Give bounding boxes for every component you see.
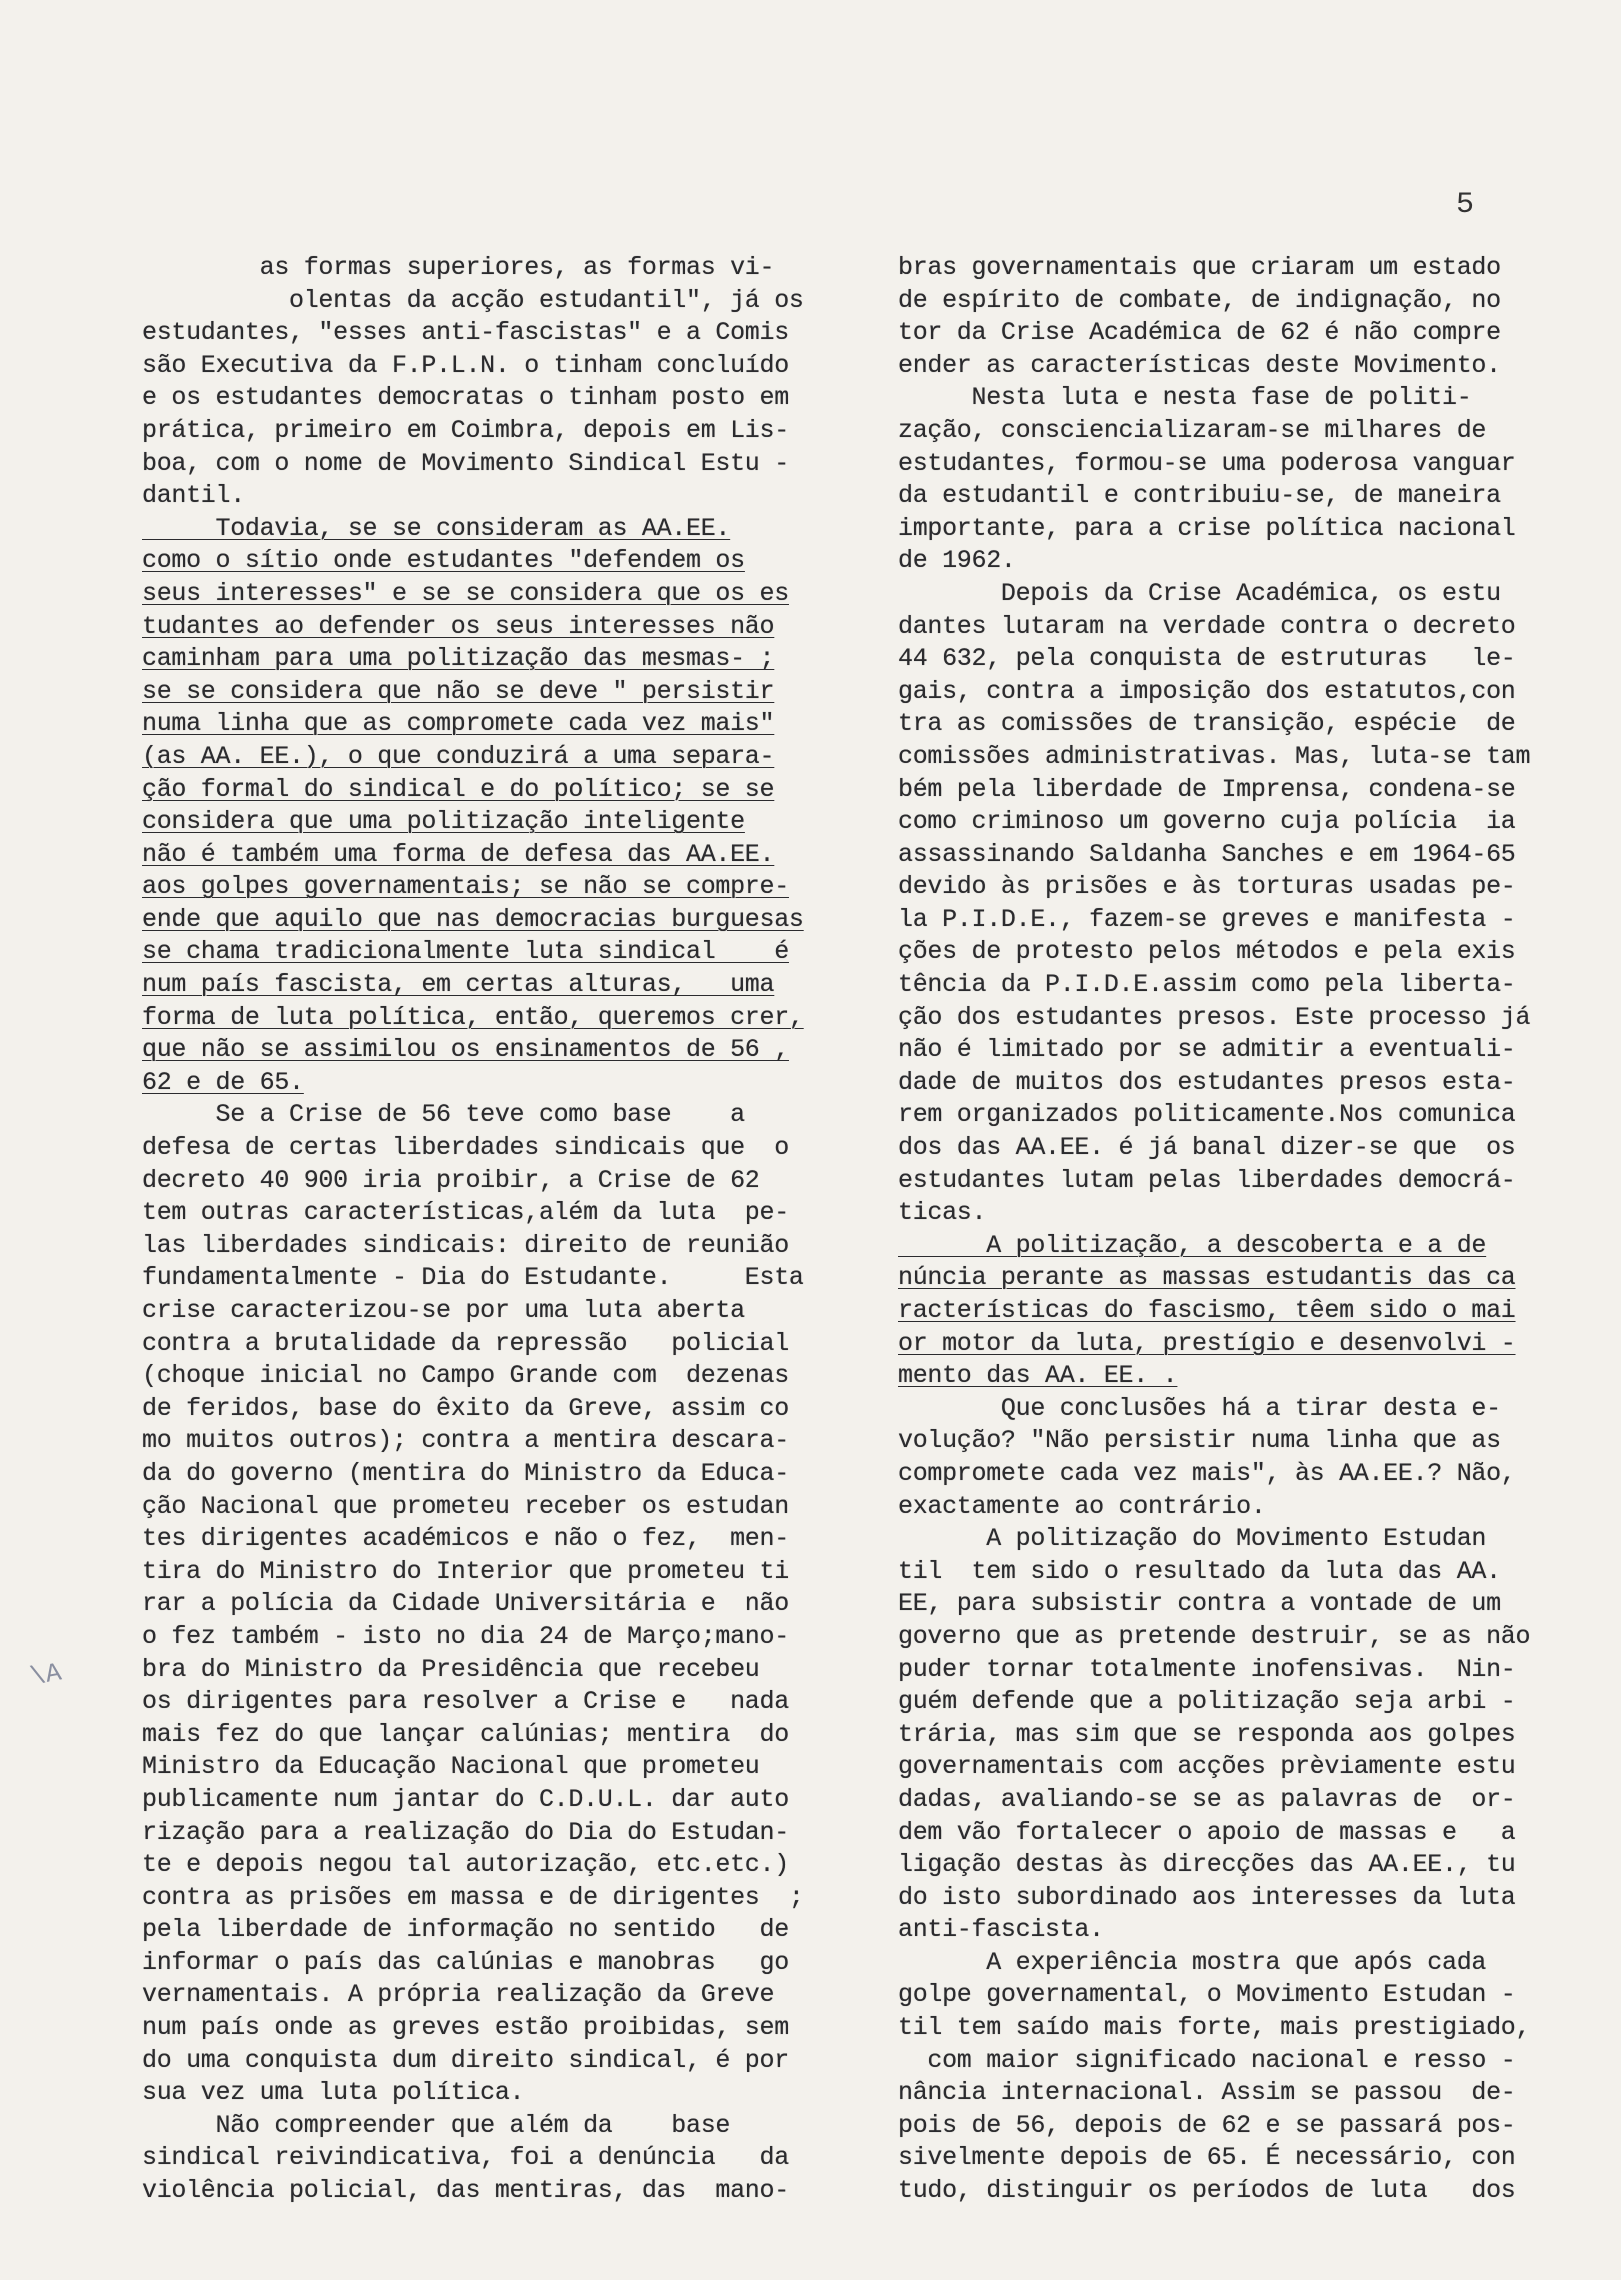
text-line: não é limitado por se admitir a eventuali- — [898, 1035, 1516, 1065]
text-line: aos golpes governamentais; se não se compre- — [142, 872, 789, 902]
text-line: defesa de certas liberdades sindicais que o — [142, 1133, 789, 1163]
text-line: forma de luta política, então, queremos crer, — [142, 1002, 804, 1032]
left-text-column — [142, 252, 852, 2208]
text-line: bém pela liberdade de Imprensa, condena-se — [898, 774, 1516, 804]
text-line: la P.I.D.E., fazem-se greves e manifesta - — [898, 904, 1516, 934]
text-line: núncia perante as massas estudantis das ca — [898, 1263, 1516, 1293]
text-line: puder tornar totalmente inofensivas. Nin- — [898, 1654, 1516, 1684]
text-line: estudantes, "esses anti-fascistas" e a Comis — [142, 318, 789, 348]
text-line: assassinando Saldanha Sanches e em 1964-65 — [898, 839, 1516, 869]
text-line: tes dirigentes académicos e não o fez, men- — [142, 1524, 789, 1554]
text-line: se se considera que não se deve " persistir — [142, 676, 775, 706]
text-line: EE, para subsistir contra a vontade de um — [898, 1589, 1501, 1619]
text-line: 62 e de 65. — [142, 1067, 304, 1097]
text-line: volução? "Não persistir numa linha que as — [898, 1426, 1501, 1456]
text-line: da do governo (mentira do Ministro da Educa- — [142, 1458, 789, 1488]
text-line: crise caracterizou-se por uma luta aberta — [142, 1296, 745, 1325]
text-line: mo muitos outros); contra a mentira descara- — [142, 1426, 789, 1456]
text-line: contra a brutalidade da repressão policial — [142, 1328, 789, 1358]
text-line: que não se assimilou os ensinamentos de 56 , — [142, 1035, 789, 1065]
text-line: nância internacional. Assim se passou de- — [898, 2078, 1516, 2108]
text-line: de feridos, base do êxito da Greve, assim co — [142, 1393, 789, 1423]
text-line: tra as comissões de transição, espécie de — [898, 709, 1516, 739]
text-line: 44 632, pela conquista de estruturas le- — [898, 644, 1516, 674]
text-line: ligação destas às direcções das AA.EE., tu — [898, 1850, 1516, 1880]
text-line: importante, para a crise política nacional — [898, 513, 1516, 543]
text-line: las liberdades sindicais: direito de reunião — [142, 1230, 789, 1260]
text-line: trária, mas sim que se responda aos golpes — [898, 1719, 1516, 1749]
text-line: de 1962. — [898, 546, 1016, 576]
text-line: (choque inicial no Campo Grande com dezenas — [142, 1361, 789, 1391]
text-line: Que conclusões há a tirar desta e- — [898, 1393, 1501, 1423]
text-line: ção formal do sindical e do político; se se — [142, 774, 775, 804]
text-line: exactamente ao contrário. — [898, 1491, 1266, 1521]
text-line: são Executiva da F.P.L.N. o tinham concluído — [142, 350, 789, 380]
text-line: zação, consciencializaram-se milhares de — [898, 415, 1487, 445]
text-line: se chama tradicionalmente luta sindical é — [142, 937, 789, 967]
text-line: dantil. — [142, 481, 245, 511]
text-line: ção dos estudantes presos. Este processo já — [898, 1002, 1531, 1032]
text-line: dantes lutaram na verdade contra o decreto — [898, 611, 1516, 641]
text-line: or motor da luta, prestígio e desenvolvi - — [898, 1328, 1516, 1358]
text-line: guém defende que a politização seja arbi - — [898, 1687, 1516, 1717]
text-line: numa linha que as compromete cada vez mais" — [142, 709, 775, 739]
text-line: tência da P.I.D.E.assim como pela liberta- — [898, 970, 1516, 1000]
text-line: estudantes lutam pelas liberdades democrá- — [898, 1165, 1516, 1195]
text-line: (as AA. EE.), o que conduzirá a uma separa- — [142, 741, 775, 771]
text-line: considera que uma politização inteligente — [142, 807, 745, 837]
text-line: rização para a realização do Dia do Estudan- — [142, 1817, 789, 1847]
text-line: sivelmente depois de 65. É necessário, con — [898, 2143, 1516, 2173]
text-line: rem organizados politicamente.Nos comunica — [898, 1100, 1516, 1130]
text-line: Não compreender que além da base — [142, 2110, 731, 2140]
text-line: racterísticas do fascismo, têem sido o mai — [898, 1296, 1516, 1325]
text-line: A politização do Movimento Estudan — [898, 1524, 1487, 1554]
text-line: dade de muitos dos estudantes presos esta- — [898, 1067, 1516, 1097]
margin-mark: \A — [27, 1657, 64, 1693]
text-line: informar o país das calúnias e manobras go — [142, 1947, 789, 1977]
text-line: violência policial, das mentiras, das mano- — [142, 2176, 789, 2206]
text-line: seus interesses" e se se considera que os es — [142, 578, 789, 608]
text-line: publicamente num jantar do C.D.U.L. dar auto — [142, 1784, 789, 1814]
text-line: ções de protesto pelos métodos e pela exis — [898, 937, 1516, 967]
text-line: o fez também - isto no dia 24 de Março;mano- — [142, 1621, 789, 1651]
text-line: tudo, distinguir os períodos de luta dos — [898, 2176, 1516, 2206]
text-line: devido às prisões e às torturas usadas pe- — [898, 872, 1516, 902]
text-line: fundamentalmente - Dia do Estudante. Esta — [142, 1263, 804, 1293]
text-line: compromete cada vez mais", às AA.EE.? Não, — [898, 1458, 1516, 1488]
text-line: gais, contra a imposição dos estatutos,con — [898, 676, 1516, 706]
text-line: ende que aquilo que nas democracias burguesas — [142, 904, 804, 934]
text-line: mais fez do que lançar calúnias; mentira do — [142, 1719, 789, 1749]
page-number: 5 — [1456, 188, 1476, 222]
text-line: ender as características deste Movimento. — [898, 350, 1501, 380]
text-line: tudantes ao defender os seus interesses não — [142, 611, 775, 641]
text-line: vernamentais. A própria realização da Greve — [142, 1980, 775, 2010]
text-line: caminham para uma politização das mesmas- ; — [142, 644, 775, 674]
text-line: com maior significado nacional e resso - — [898, 2045, 1516, 2075]
text-line: sua vez uma luta política. — [142, 2078, 525, 2108]
text-line: num país fascista, em certas alturas, uma — [142, 970, 775, 1000]
text-line: Se a Crise de 56 teve como base a — [142, 1100, 745, 1130]
text-line: dadas, avaliando-se se as palavras de or- — [898, 1784, 1516, 1814]
text-line: te e depois negou tal autorização, etc.etc.) — [142, 1850, 789, 1880]
text-line: do uma conquista dum direito sindical, é por — [142, 2045, 789, 2075]
text-line: prática, primeiro em Coimbra, depois em Lis- — [142, 415, 789, 445]
text-line: mento das AA. EE. . — [898, 1361, 1178, 1391]
text-line: pela liberdade de informação no sentido de — [142, 1915, 789, 1945]
text-line: comissões administrativas. Mas, luta-se tam — [898, 741, 1531, 771]
text-line: tor da Crise Académica de 62 é não compre — [898, 318, 1501, 348]
text-line: como o sítio onde estudantes "defendem os — [142, 546, 745, 576]
text-line: tira do Ministro do Interior que prometeu ti — [142, 1556, 789, 1586]
text-line: governo que as pretende destruir, se as não — [898, 1621, 1531, 1651]
text-line: til tem saído mais forte, mais prestigiado, — [898, 2013, 1531, 2043]
text-line: dem vão fortalecer o apoio de massas e a — [898, 1817, 1516, 1847]
text-line: til tem sido o resultado da luta das AA. — [898, 1556, 1501, 1586]
text-line: decreto 40 900 iria proibir, a Crise de 62 — [142, 1165, 760, 1195]
text-line: tem outras características,além da luta pe- — [142, 1198, 789, 1228]
text-line: ção Nacional que prometeu receber os estudan — [142, 1491, 789, 1521]
text-line: sindical reivindicativa, foi a denúncia da — [142, 2143, 789, 2173]
text-line: de espírito de combate, de indignação, no — [898, 285, 1501, 315]
text-line: Depois da Crise Académica, os estu — [898, 578, 1501, 608]
text-line: bra do Ministro da Presidência que recebeu — [142, 1654, 760, 1684]
text-line: Ministro da Educação Nacional que prometeu — [142, 1752, 760, 1782]
text-line: num país onde as greves estão proibidas, sem — [142, 2013, 789, 2043]
text-line: anti-fascista. — [898, 1915, 1104, 1945]
text-line: bras governamentais que criaram um estado — [898, 253, 1501, 282]
text-line: contra as prisões em massa e de dirigentes ; — [142, 1882, 804, 1912]
text-line: e os estudantes democratas o tinham posto em — [142, 383, 789, 413]
right-text-column — [898, 252, 1578, 2208]
text-line: os dirigentes para resolver a Crise e nada — [142, 1687, 789, 1717]
text-line: rar a polícia da Cidade Universitária e não — [142, 1589, 789, 1619]
text-line: ticas. — [898, 1198, 987, 1228]
text-line: A politização, a descoberta e a de — [898, 1230, 1487, 1260]
text-line: golpe governamental, o Movimento Estudan - — [898, 1980, 1516, 2010]
text-line: Nesta luta e nesta fase de politi- — [898, 383, 1472, 413]
text-line: governamentais com acções prèviamente estu — [898, 1752, 1516, 1782]
text-line: boa, com o nome de Movimento Sindical Estu - — [142, 448, 789, 478]
text-line: como criminoso um governo cuja polícia ia — [898, 807, 1516, 837]
text-line: do isto subordinado aos interesses da luta — [898, 1882, 1516, 1912]
text-line: A experiência mostra que após cada — [898, 1947, 1487, 1977]
text-line: pois de 56, depois de 62 e se passará pos- — [898, 2110, 1516, 2140]
text-line: não é também uma forma de defesa das AA.EE. — [142, 839, 775, 869]
text-line: Todavia, se se consideram as AA.EE. — [142, 513, 731, 543]
text-line: da estudantil e contribuiu-se, de maneira — [898, 481, 1501, 511]
text-line: estudantes, formou-se uma poderosa vanguar — [898, 448, 1516, 478]
text-line: olentas da acção estudantil", já os — [142, 285, 804, 315]
text-line: as formas superiores, as formas vi- — [142, 253, 775, 282]
text-line: dos das AA.EE. é já banal dizer-se que os — [898, 1133, 1516, 1163]
